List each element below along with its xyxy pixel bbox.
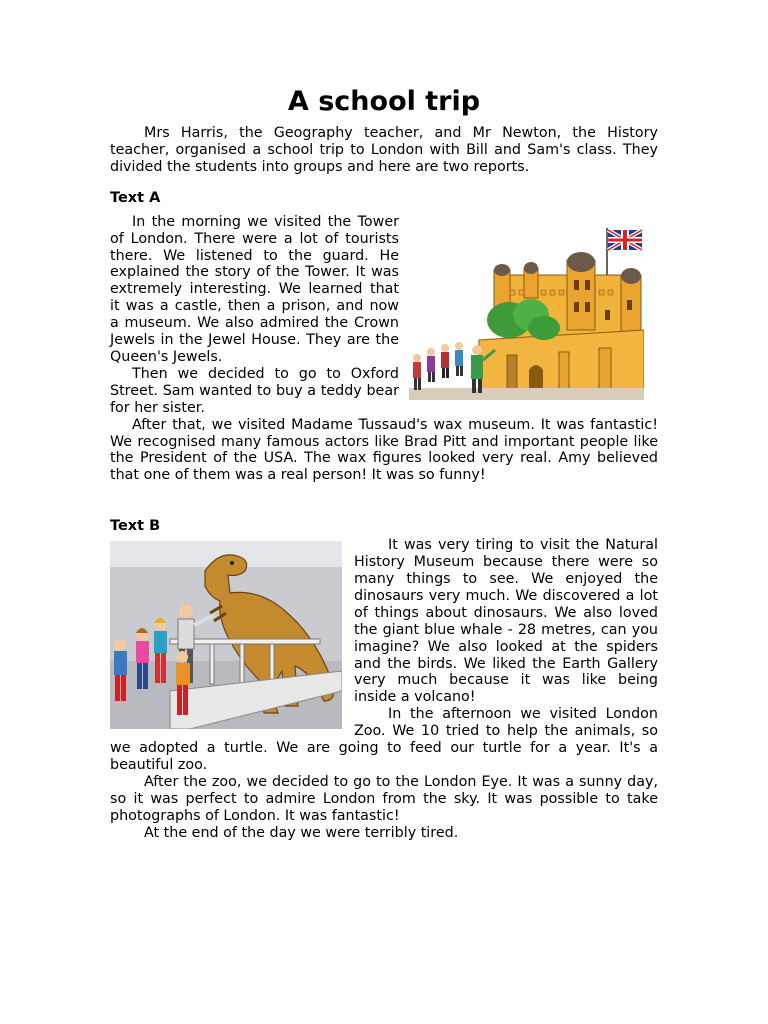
text-b-paragraph-4: At the end of the day we were terribly tired. bbox=[144, 824, 459, 841]
intro-paragraph: Mrs Harris, the Geography teacher, and Mr Newton, the History teacher, organised a school trip to London with Bill and Sam's class. They divided the students into groups and here are two reports. bbox=[110, 125, 658, 175]
text-b-body bbox=[110, 537, 658, 841]
text-b-heading: Text B bbox=[110, 518, 161, 535]
text-a-body bbox=[110, 214, 658, 485]
text-a-paragraph-3: After that, we visited Madame Tussaud's wax museum. It was fantastic! We recognised many famous actors like Brad Pitt and important people like the President of the USA. The wax figures looked very real. Amy believed that one of them was a real person! It was so funny! bbox=[110, 416, 658, 484]
page-title: A school trip bbox=[287, 86, 481, 117]
text-b-paragraph-1: It was very tiring to visit the Natural History Museum because there were so many things to see. We enjoyed the dinosaurs very much. We discovered a lot of things about dinosaurs. We also loved the giant blue whale - 28 metres, can you imagine? We also looked at the spiders and the birds. We liked the Earth Gallery very much because it was like being inside a volcano! bbox=[354, 537, 658, 706]
document-page bbox=[110, 82, 658, 842]
text-b-paragraph-3: After the zoo, we decided to go to the London Eye. It was a sunny day, so it was perfect to admire London from the sky. It was possible to take photographs of London. It was fantastic! bbox=[110, 773, 658, 824]
text-a-heading: Text A bbox=[110, 189, 161, 206]
tower-of-london-illustration bbox=[409, 220, 644, 400]
text-b-paragraph-2: In the afternoon we visited London Zoo. We 10 tried to help the animals, so we adopted a turtle. We are going to feed our turtle for a year. It's a beautiful zoo. bbox=[110, 706, 658, 773]
dinosaur-museum-illustration bbox=[110, 541, 342, 729]
text-a-paragraph-2: Then we decided to go to Oxford Street. Sam wanted to buy a teddy bear for her sister. bbox=[110, 365, 399, 416]
text-a-paragraph-1: In the morning we visited the Tower of London. There were a lot of tourists there. We listened to the guard. He explained the story of the Tower. It was extremely interesting. We learned that it was a castle, then a prison, and now a museum. We also admired the Crown Jewels in the Jewel House. They are the Queen's Jewels. bbox=[110, 213, 399, 365]
